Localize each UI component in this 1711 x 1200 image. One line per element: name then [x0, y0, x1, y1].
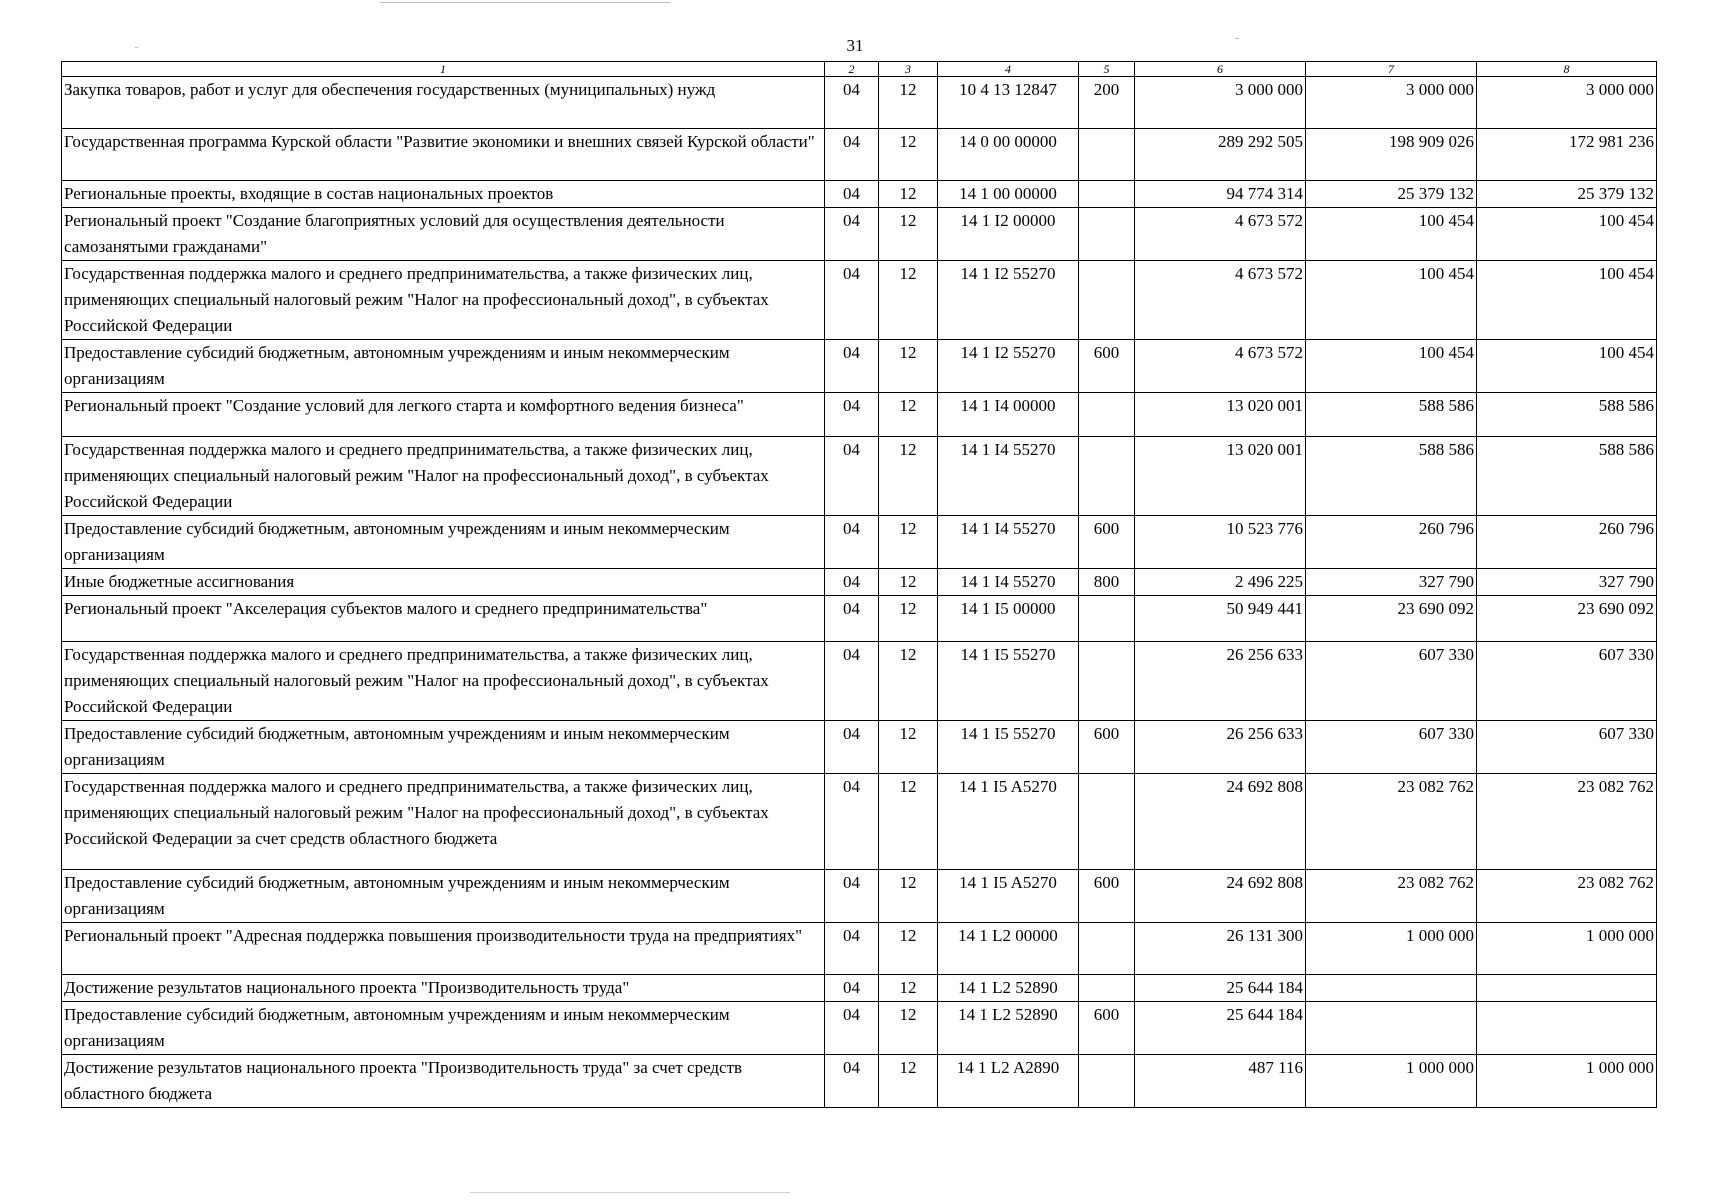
cell-target-code: 14 1 I2 00000 [938, 208, 1079, 261]
column-header: 1 [62, 62, 825, 77]
cell-amount-8: 3 000 000 [1477, 77, 1657, 129]
table-row [62, 569, 1657, 596]
cell-expense-type [1079, 437, 1135, 516]
cell-amount-7: 1 000 000 [1306, 1055, 1477, 1108]
cell-amount-7: 23 082 762 [1306, 774, 1477, 870]
row-name: Предоставление субсидий бюджетным, автономным учреждениям и иным некоммерческим организациям [62, 721, 825, 774]
cell-amount-7: 100 454 [1306, 261, 1477, 340]
cell-section: 04 [825, 1002, 879, 1055]
cell-amount-7: 260 796 [1306, 516, 1477, 569]
cell-amount-8 [1477, 975, 1657, 1002]
scan-speck [1235, 38, 1239, 39]
cell-amount-8: 327 790 [1477, 569, 1657, 596]
cell-amount-8: 1 000 000 [1477, 923, 1657, 975]
cell-expense-type: 600 [1079, 721, 1135, 774]
cell-target-code: 14 1 I5 55270 [938, 721, 1079, 774]
cell-section: 04 [825, 870, 879, 923]
row-name: Предоставление субсидий бюджетным, автономным учреждениям и иным некоммерческим организациям [62, 870, 825, 923]
cell-section: 04 [825, 516, 879, 569]
cell-expense-type [1079, 975, 1135, 1002]
cell-section: 04 [825, 181, 879, 208]
cell-subsection: 12 [879, 393, 938, 437]
row-name: Региональный проект "Создание благоприятных условий для осуществления деятельности самозанятыми гражданами" [62, 208, 825, 261]
cell-amount-6: 10 523 776 [1135, 516, 1306, 569]
cell-target-code: 14 1 L2 52890 [938, 1002, 1079, 1055]
cell-amount-6: 4 673 572 [1135, 261, 1306, 340]
row-name: Государственная поддержка малого и среднего предпринимательства, а также физических лиц, применяющих специальный налоговый режим "Налог на профессиональный доход", в субъектах Российской Федерации за счет средств областного бюджета [62, 774, 825, 870]
cell-amount-7: 25 379 132 [1306, 181, 1477, 208]
cell-expense-type [1079, 774, 1135, 870]
table-row [62, 208, 1657, 261]
table-row [62, 1002, 1657, 1055]
cell-subsection: 12 [879, 923, 938, 975]
scan-artifact-line [380, 2, 670, 3]
row-name: Государственная поддержка малого и среднего предпринимательства, а также физических лиц, применяющих специальный налоговый режим "Налог на профессиональный доход", в субъектах Российской Федерации [62, 261, 825, 340]
cell-section: 04 [825, 437, 879, 516]
cell-subsection: 12 [879, 340, 938, 393]
cell-amount-7: 100 454 [1306, 340, 1477, 393]
cell-amount-7: 198 909 026 [1306, 129, 1477, 181]
cell-target-code: 14 1 L2 52890 [938, 975, 1079, 1002]
cell-subsection: 12 [879, 208, 938, 261]
cell-section: 04 [825, 1055, 879, 1108]
cell-amount-7 [1306, 975, 1477, 1002]
cell-subsection: 12 [879, 642, 938, 721]
row-name: Закупка товаров, работ и услуг для обеспечения государственных (муниципальных) нужд [62, 77, 825, 129]
table-row [62, 774, 1657, 870]
cell-amount-8: 23 082 762 [1477, 870, 1657, 923]
cell-expense-type [1079, 596, 1135, 642]
cell-amount-7: 23 690 092 [1306, 596, 1477, 642]
cell-amount-8: 23 082 762 [1477, 774, 1657, 870]
table-row [62, 596, 1657, 642]
cell-target-code: 14 1 L2 00000 [938, 923, 1079, 975]
row-name: Региональный проект "Акселерация субъектов малого и среднего предпринимательства" [62, 596, 825, 642]
cell-section: 04 [825, 261, 879, 340]
table-row [62, 1055, 1657, 1108]
cell-subsection: 12 [879, 437, 938, 516]
cell-subsection: 12 [879, 870, 938, 923]
cell-target-code: 14 1 I4 55270 [938, 569, 1079, 596]
cell-amount-6: 4 673 572 [1135, 340, 1306, 393]
cell-expense-type: 800 [1079, 569, 1135, 596]
row-name: Государственная программа Курской области "Развитие экономики и внешних связей Курской области" [62, 129, 825, 181]
row-name: Региональные проекты, входящие в состав национальных проектов [62, 181, 825, 208]
cell-target-code: 14 0 00 00000 [938, 129, 1079, 181]
cell-section: 04 [825, 774, 879, 870]
cell-subsection: 12 [879, 1002, 938, 1055]
table-row [62, 393, 1657, 437]
cell-amount-7: 100 454 [1306, 208, 1477, 261]
cell-amount-6: 26 131 300 [1135, 923, 1306, 975]
cell-section: 04 [825, 208, 879, 261]
cell-amount-7 [1306, 1002, 1477, 1055]
cell-subsection: 12 [879, 181, 938, 208]
cell-amount-8: 100 454 [1477, 261, 1657, 340]
column-header: 5 [1079, 62, 1135, 77]
cell-section: 04 [825, 721, 879, 774]
cell-amount-7: 607 330 [1306, 721, 1477, 774]
table-row [62, 870, 1657, 923]
cell-amount-6: 289 292 505 [1135, 129, 1306, 181]
cell-expense-type [1079, 261, 1135, 340]
cell-amount-6: 25 644 184 [1135, 1002, 1306, 1055]
column-header: 8 [1477, 62, 1657, 77]
cell-subsection: 12 [879, 596, 938, 642]
cell-amount-8: 172 981 236 [1477, 129, 1657, 181]
cell-expense-type [1079, 181, 1135, 208]
cell-amount-6: 3 000 000 [1135, 77, 1306, 129]
cell-amount-7: 327 790 [1306, 569, 1477, 596]
table-row [62, 721, 1657, 774]
cell-expense-type [1079, 393, 1135, 437]
cell-target-code: 10 4 13 12847 [938, 77, 1079, 129]
table-row [62, 975, 1657, 1002]
cell-section: 04 [825, 923, 879, 975]
cell-section: 04 [825, 642, 879, 721]
cell-amount-6: 4 673 572 [1135, 208, 1306, 261]
cell-amount-8 [1477, 1002, 1657, 1055]
cell-amount-8: 607 330 [1477, 642, 1657, 721]
cell-amount-6: 2 496 225 [1135, 569, 1306, 596]
row-name: Государственная поддержка малого и среднего предпринимательства, а также физических лиц, применяющих специальный налоговый режим "Налог на профессиональный доход", в субъектах Российской Федерации [62, 437, 825, 516]
row-name: Предоставление субсидий бюджетным, автономным учреждениям и иным некоммерческим организациям [62, 516, 825, 569]
column-header: 6 [1135, 62, 1306, 77]
row-name: Государственная поддержка малого и среднего предпринимательства, а также физических лиц, применяющих специальный налоговый режим "Налог на профессиональный доход", в субъектах Российской Федерации [62, 642, 825, 721]
budget-table [61, 61, 1657, 1108]
table-header-row [62, 62, 1657, 77]
column-header: 2 [825, 62, 879, 77]
cell-expense-type: 600 [1079, 1002, 1135, 1055]
cell-subsection: 12 [879, 975, 938, 1002]
cell-amount-8: 1 000 000 [1477, 1055, 1657, 1108]
column-header: 7 [1306, 62, 1477, 77]
cell-amount-7: 1 000 000 [1306, 923, 1477, 975]
cell-amount-6: 26 256 633 [1135, 642, 1306, 721]
cell-target-code: 14 1 00 00000 [938, 181, 1079, 208]
table-row [62, 77, 1657, 129]
cell-amount-6: 13 020 001 [1135, 437, 1306, 516]
cell-expense-type: 600 [1079, 870, 1135, 923]
cell-amount-8: 25 379 132 [1477, 181, 1657, 208]
cell-expense-type [1079, 208, 1135, 261]
cell-target-code: 14 1 I5 A5270 [938, 870, 1079, 923]
cell-amount-8: 588 586 [1477, 437, 1657, 516]
cell-target-code: 14 1 I4 55270 [938, 437, 1079, 516]
cell-section: 04 [825, 340, 879, 393]
cell-subsection: 12 [879, 721, 938, 774]
cell-section: 04 [825, 975, 879, 1002]
cell-amount-7: 588 586 [1306, 437, 1477, 516]
cell-amount-8: 588 586 [1477, 393, 1657, 437]
cell-section: 04 [825, 393, 879, 437]
cell-amount-6: 24 692 808 [1135, 774, 1306, 870]
cell-amount-6: 13 020 001 [1135, 393, 1306, 437]
column-header: 4 [938, 62, 1079, 77]
cell-expense-type [1079, 923, 1135, 975]
cell-expense-type: 200 [1079, 77, 1135, 129]
cell-amount-6: 26 256 633 [1135, 721, 1306, 774]
row-name: Региональный проект "Адресная поддержка повышения производительности труда на предприятиях" [62, 923, 825, 975]
cell-expense-type: 600 [1079, 516, 1135, 569]
row-name: Достижение результатов национального проекта "Производительность труда" за счет средств областного бюджета [62, 1055, 825, 1108]
cell-amount-8: 100 454 [1477, 340, 1657, 393]
cell-subsection: 12 [879, 516, 938, 569]
cell-target-code: 14 1 I2 55270 [938, 340, 1079, 393]
cell-amount-6: 25 644 184 [1135, 975, 1306, 1002]
cell-target-code: 14 1 I4 55270 [938, 516, 1079, 569]
cell-subsection: 12 [879, 1055, 938, 1108]
cell-amount-8: 100 454 [1477, 208, 1657, 261]
cell-expense-type [1079, 642, 1135, 721]
row-name: Достижение результатов национального проекта "Производительность труда" [62, 975, 825, 1002]
cell-amount-6: 24 692 808 [1135, 870, 1306, 923]
cell-expense-type: 600 [1079, 340, 1135, 393]
cell-target-code: 14 1 I5 55270 [938, 642, 1079, 721]
cell-subsection: 12 [879, 77, 938, 129]
cell-section: 04 [825, 596, 879, 642]
table-row [62, 129, 1657, 181]
table-row [62, 181, 1657, 208]
cell-target-code: 14 1 I5 A5270 [938, 774, 1079, 870]
table-row [62, 642, 1657, 721]
table-row [62, 261, 1657, 340]
row-name: Региональный проект "Создание условий для легкого старта и комфортного ведения бизнеса" [62, 393, 825, 437]
cell-amount-7: 607 330 [1306, 642, 1477, 721]
cell-amount-7: 3 000 000 [1306, 77, 1477, 129]
cell-amount-8: 23 690 092 [1477, 596, 1657, 642]
row-name: Иные бюджетные ассигнования [62, 569, 825, 596]
cell-expense-type [1079, 1055, 1135, 1108]
cell-subsection: 12 [879, 129, 938, 181]
cell-target-code: 14 1 I2 55270 [938, 261, 1079, 340]
cell-amount-6: 487 116 [1135, 1055, 1306, 1108]
cell-section: 04 [825, 77, 879, 129]
cell-subsection: 12 [879, 261, 938, 340]
scan-artifact-line [470, 1192, 790, 1193]
table-row [62, 340, 1657, 393]
row-name: Предоставление субсидий бюджетным, автономным учреждениям и иным некоммерческим организациям [62, 1002, 825, 1055]
table-row [62, 516, 1657, 569]
page-number: 31 [846, 36, 864, 55]
cell-amount-7: 23 082 762 [1306, 870, 1477, 923]
row-name: Предоставление субсидий бюджетным, автономным учреждениям и иным некоммерческим организациям [62, 340, 825, 393]
cell-target-code: 14 1 L2 A2890 [938, 1055, 1079, 1108]
cell-target-code: 14 1 I5 00000 [938, 596, 1079, 642]
cell-subsection: 12 [879, 774, 938, 870]
cell-amount-8: 260 796 [1477, 516, 1657, 569]
scan-speck [135, 47, 138, 48]
column-header: 3 [879, 62, 938, 77]
cell-amount-6: 50 949 441 [1135, 596, 1306, 642]
cell-amount-7: 588 586 [1306, 393, 1477, 437]
cell-amount-6: 94 774 314 [1135, 181, 1306, 208]
cell-subsection: 12 [879, 569, 938, 596]
cell-section: 04 [825, 129, 879, 181]
cell-target-code: 14 1 I4 00000 [938, 393, 1079, 437]
cell-expense-type [1079, 129, 1135, 181]
table-row [62, 923, 1657, 975]
cell-section: 04 [825, 569, 879, 596]
table-row [62, 437, 1657, 516]
cell-amount-8: 607 330 [1477, 721, 1657, 774]
